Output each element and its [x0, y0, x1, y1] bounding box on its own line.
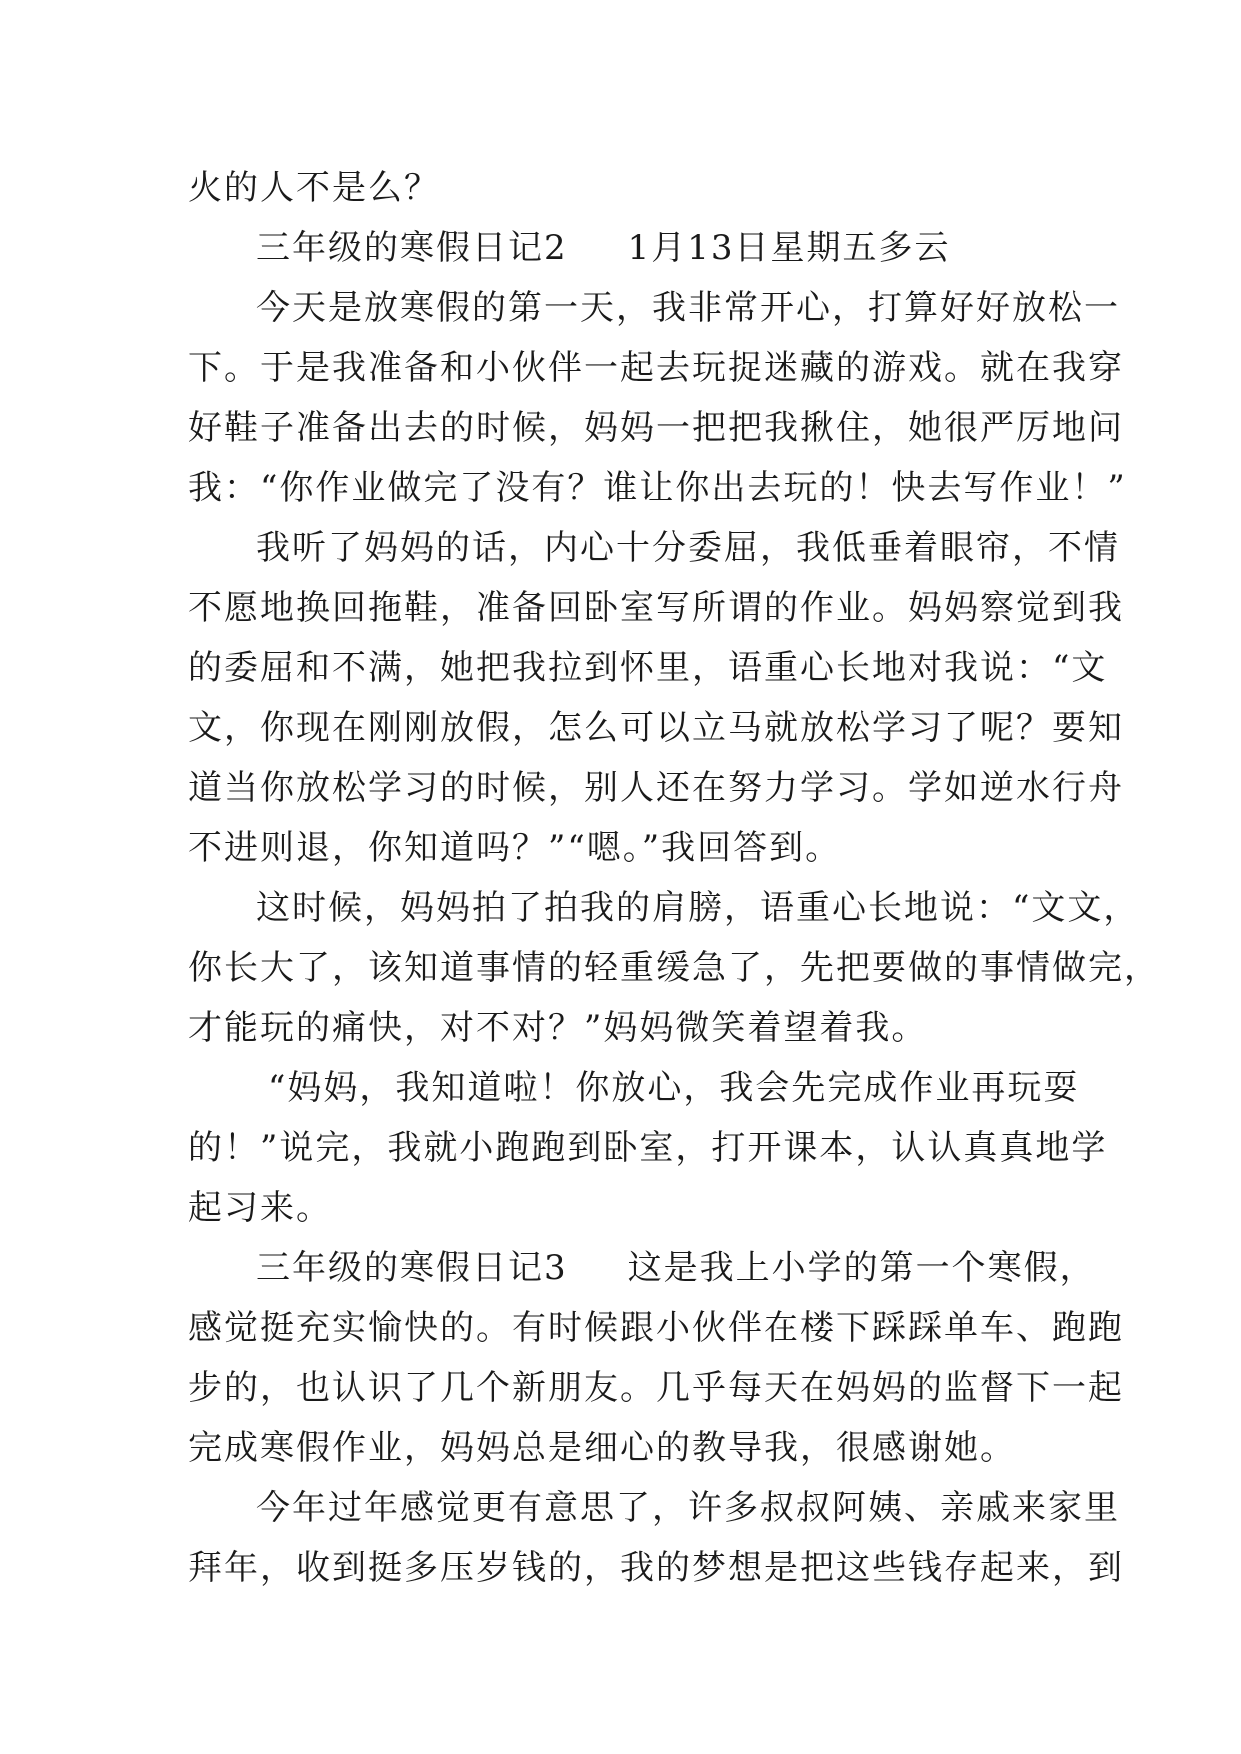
text-line: 起习来。	[188, 1188, 332, 1228]
text-line: 的委屈和不满，她把我拉到怀里，语重心长地对我说：“文	[188, 648, 1108, 688]
text-line: 下。于是我准备和小伙伴一起去玩捉迷藏的游戏。就在我穿	[188, 348, 1124, 388]
text-line: 这时候，妈妈拍了拍我的肩膀，语重心长地说：“文文，	[256, 888, 1140, 928]
text-line: 的！”说完，我就小跑跑到卧室，打开课本，认认真真地学	[188, 1128, 1108, 1168]
text-line: 好鞋子准备出去的时候，妈妈一把把我揪住，她很严厉地问	[188, 408, 1124, 448]
diary-title-3: 三年级的寒假日记3	[256, 1248, 568, 1288]
text-line: 我听了妈妈的话，内心十分委屈，我低垂着眼帘，不情	[256, 528, 1120, 568]
document-body	[188, 158, 1160, 1598]
text-line: 完成寒假作业，妈妈总是细心的教导我，很感谢她。	[188, 1428, 1016, 1468]
text-line: 道当你放松学习的时候，别人还在努力学习。学如逆水行舟	[188, 768, 1124, 808]
text-line: 火的人不是么？	[188, 168, 440, 208]
text-line: 拜年，收到挺多压岁钱的，我的梦想是把这些钱存起来，到	[188, 1548, 1124, 1588]
diary-heading-2	[188, 218, 1068, 278]
text-line: 才能玩的痛快，对不对？”妈妈微笑着望着我。	[188, 1008, 928, 1048]
text-line: 今年过年感觉更有意思了，许多叔叔阿姨、亲戚来家里	[256, 1488, 1120, 1528]
text-line: 文，你现在刚刚放假，怎么可以立马就放松学习了呢？要知	[188, 708, 1124, 748]
text-line: “妈妈，我知道啦！你放心，我会先完成作业再玩耍	[268, 1068, 1080, 1108]
diary-date-2: 1月13日星期五多云	[627, 228, 951, 268]
text-line: 你长大了，该知道事情的轻重缓急了，先把要做的事情做完，	[188, 948, 1160, 988]
diary-intro-3: 这是我上小学的第一个寒假，	[627, 1248, 1096, 1288]
text-line: 不愿地换回拖鞋，准备回卧室写所谓的作业。妈妈察觉到我	[188, 588, 1124, 628]
text-line: 感觉挺充实愉快的。有时候跟小伙伴在楼下踩踩单车、跑跑	[188, 1308, 1124, 1348]
text-line: 步的，也认识了几个新朋友。几乎每天在妈妈的监督下一起	[188, 1368, 1124, 1408]
text-line: 我：“你作业做完了没有？谁让你出去玩的！快去写作业！”	[188, 468, 1127, 508]
text-line: 今天是放寒假的第一天，我非常开心，打算好好放松一	[256, 288, 1120, 328]
diary-heading-3	[188, 1238, 1096, 1298]
diary-title-2: 三年级的寒假日记2	[256, 228, 568, 268]
text-line: 不进则退，你知道吗？”“嗯。”我回答到。	[188, 828, 842, 868]
